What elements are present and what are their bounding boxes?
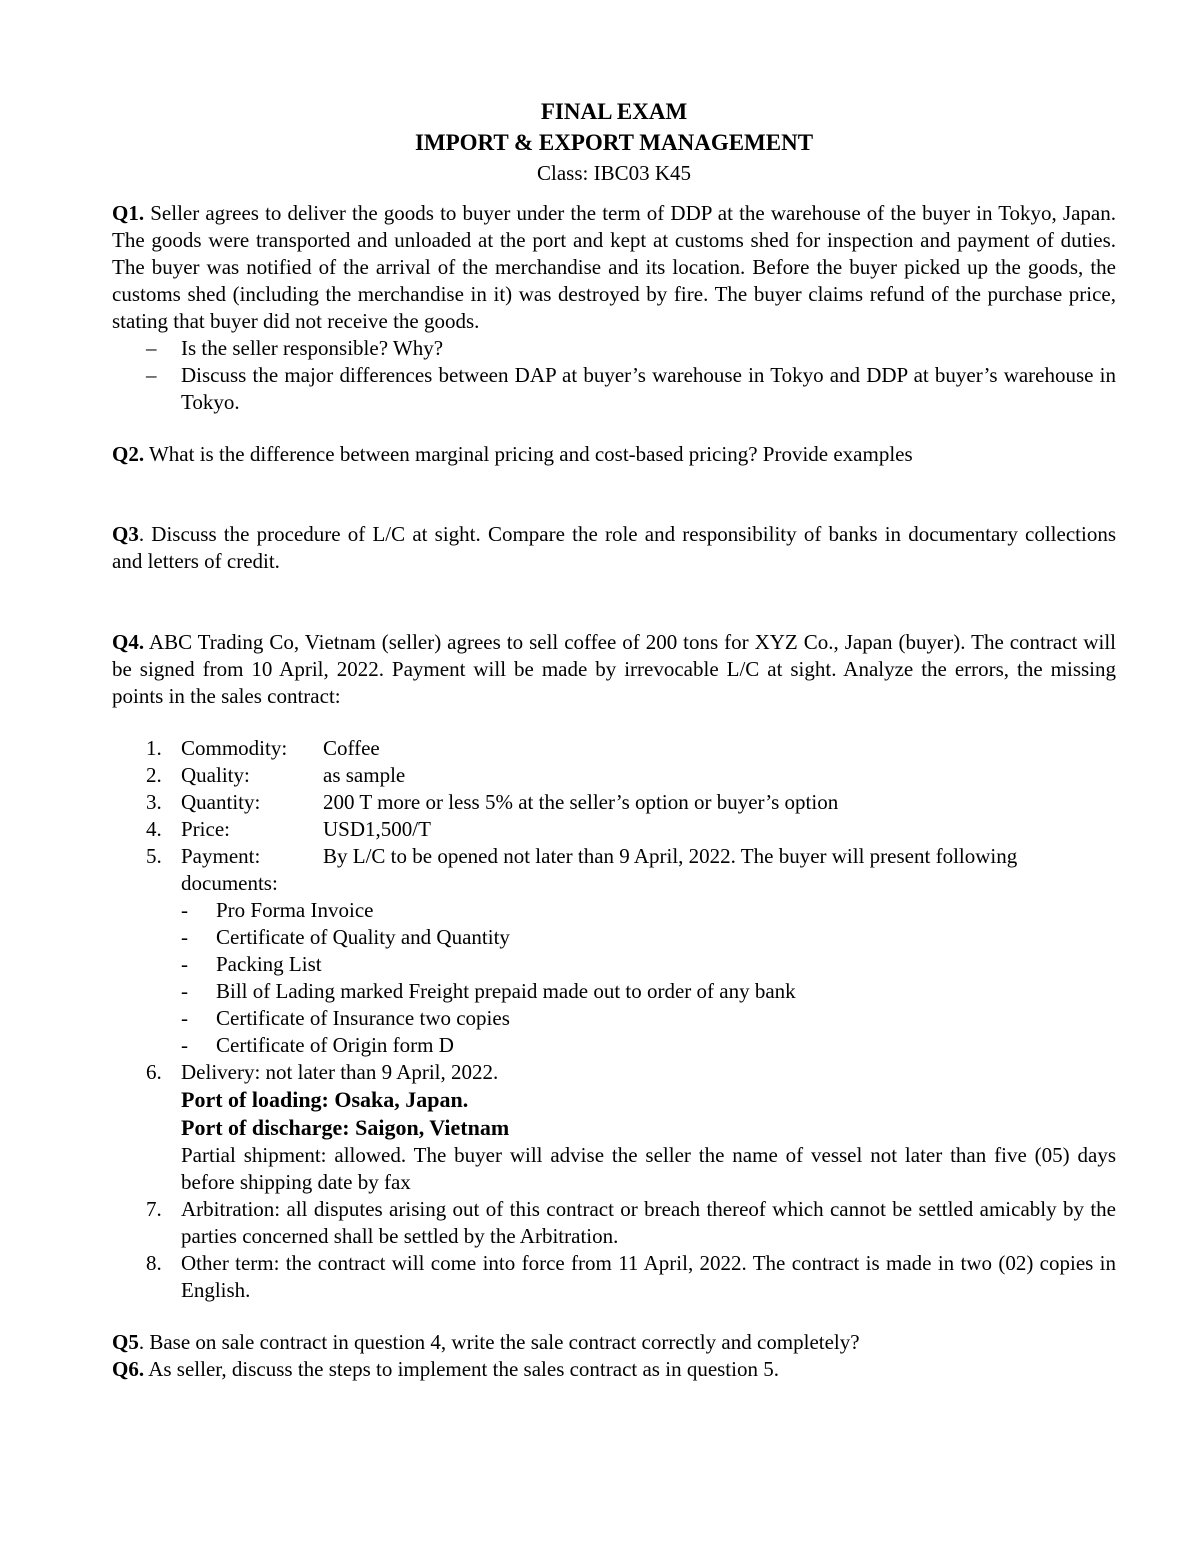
partial-shipment-text: Partial shipment: allowed. The buyer will advise the seller the name of vessel not later than five (05) days before shipping date by fax xyxy=(181,1143,1116,1194)
list-item xyxy=(112,762,1116,789)
question-1 xyxy=(112,200,1116,335)
bullet-text: Discuss the major differences between DAP at buyer’s warehouse in Tokyo and DDP at buyer’s warehouse in Tokyo. xyxy=(181,363,1116,414)
arbitration-text: Arbitration: all disputes arising out of this contract or breach thereof which cannot be settled amicably by the parties concerned shall be settled by the Arbitration. xyxy=(181,1197,1116,1248)
question-3-text: . Discuss the procedure of L/C at sight. Compare the role and responsibility of banks in documentary collections and letters of credit. xyxy=(112,522,1116,573)
document-list xyxy=(181,897,1116,1059)
exam-page xyxy=(112,96,1116,1383)
item-number: 2. xyxy=(146,763,162,787)
list-item xyxy=(112,789,1116,816)
list-item xyxy=(112,843,1116,1059)
bullet-mark: - xyxy=(181,1006,188,1030)
document-text: Certificate of Quality and Quantity xyxy=(216,925,510,949)
course-title: IMPORT & EXPORT MANAGEMENT xyxy=(414,130,814,155)
item-label: Price: xyxy=(181,817,230,841)
item-value: USD1,500/T xyxy=(323,817,431,841)
document-text: Certificate of Origin form D xyxy=(216,1033,454,1057)
item-number: 4. xyxy=(146,817,162,841)
bullet-text: Is the seller responsible? Why? xyxy=(181,336,444,360)
document-text: Bill of Lading marked Freight prepaid made out to order of any bank xyxy=(216,979,796,1003)
document-text: Packing List xyxy=(216,952,322,976)
question-6 xyxy=(112,1356,1116,1383)
list-item xyxy=(181,978,1116,1005)
list-item xyxy=(112,335,1116,362)
question-2 xyxy=(112,441,1116,468)
port-of-loading: Port of loading: Osaka, Japan. xyxy=(181,1087,469,1112)
bullet-mark: - xyxy=(181,952,188,976)
bullet-mark: - xyxy=(181,1033,188,1057)
item-value: Coffee xyxy=(323,736,380,760)
delivery-text: Delivery: not later than 9 April, 2022. xyxy=(181,1060,499,1084)
question-5-text: . Base on sale contract in question 4, write the sale contract correctly and completely? xyxy=(138,1330,860,1354)
question-6-label: Q6. xyxy=(112,1357,145,1381)
item-label: Quantity: xyxy=(181,790,261,814)
document-text: Pro Forma Invoice xyxy=(216,898,374,922)
question-3-label: Q3 xyxy=(112,522,139,546)
list-item xyxy=(112,1196,1116,1250)
question-2-text: What is the difference between marginal pricing and cost-based pricing? Provide examples xyxy=(148,442,913,466)
item-number: 3. xyxy=(146,790,162,814)
bullet-mark: - xyxy=(181,898,188,922)
list-item xyxy=(112,1059,1116,1196)
question-4-label: Q4. xyxy=(112,630,145,654)
document-text: Certificate of Insurance two copies xyxy=(216,1006,510,1030)
list-item xyxy=(181,924,1116,951)
bullet-mark: – xyxy=(146,363,157,387)
question-1-text: Seller agrees to deliver the goods to buyer under the term of DDP at the warehouse of the buyer in Tokyo, Japan. The goods were transported and unloaded at the port and kept at customs shed for inspection and payment of duties. The buyer was notified of the arrival of the merchandise and its location. Before the buyer picked up the goods, the customs shed (including the merchandise in it) was destroyed by fire. The buyer claims refund of the purchase price, stating that buyer did not receive the goods. xyxy=(112,201,1117,333)
question-4-text: ABC Trading Co, Vietnam (seller) agrees to sell coffee of 200 tons for XYZ Co., Japan (buyer). The contract will be signed from 10 April, 2022. Payment will be made by irrevocable L/C at sight. Analyze the errors, the missing points in the sales contract: xyxy=(112,630,1116,708)
class-line: Class: IBC03 K45 xyxy=(536,161,691,185)
question-1-bullets xyxy=(112,335,1116,416)
question-1-label: Q1. xyxy=(112,201,145,225)
question-5-label: Q5 xyxy=(112,1330,139,1354)
other-term-text: Other term: the contract will come into force from 11 April, 2022. The contract is made in two (02) copies in English. xyxy=(181,1251,1116,1302)
item-value: By L/C to be opened not later than 9 April, 2022. The buyer will present following xyxy=(323,844,1018,868)
item-label: Commodity: xyxy=(181,736,288,760)
contract-items xyxy=(112,735,1116,1304)
list-item xyxy=(112,735,1116,762)
list-item xyxy=(181,1032,1116,1059)
exam-title: FINAL EXAM xyxy=(540,99,688,124)
question-3 xyxy=(112,521,1116,575)
question-4 xyxy=(112,629,1116,710)
item-number: 1. xyxy=(146,736,162,760)
port-of-discharge: Port of discharge: Saigon, Vietnam xyxy=(181,1115,510,1140)
question-6-text: As seller, discuss the steps to implement the sales contract as in question 5. xyxy=(148,1357,779,1381)
item-number: 7. xyxy=(146,1197,162,1221)
list-item xyxy=(112,816,1116,843)
list-item xyxy=(112,1250,1116,1304)
item-label: Payment: xyxy=(181,844,261,868)
item-continuation: documents: xyxy=(181,871,278,895)
item-number: 5. xyxy=(146,844,162,868)
list-item xyxy=(181,951,1116,978)
item-number: 8. xyxy=(146,1251,162,1275)
bullet-mark: - xyxy=(181,925,188,949)
list-item xyxy=(181,897,1116,924)
bullet-mark: - xyxy=(181,979,188,1003)
item-number: 6. xyxy=(146,1060,162,1084)
item-value: as sample xyxy=(323,763,406,787)
list-item xyxy=(181,1005,1116,1032)
question-5 xyxy=(112,1329,1116,1356)
bullet-mark: – xyxy=(146,336,157,360)
item-value: 200 T more or less 5% at the seller’s option or buyer’s option xyxy=(323,790,839,814)
question-2-label: Q2. xyxy=(112,442,145,466)
list-item xyxy=(112,362,1116,416)
item-label: Quality: xyxy=(181,763,250,787)
